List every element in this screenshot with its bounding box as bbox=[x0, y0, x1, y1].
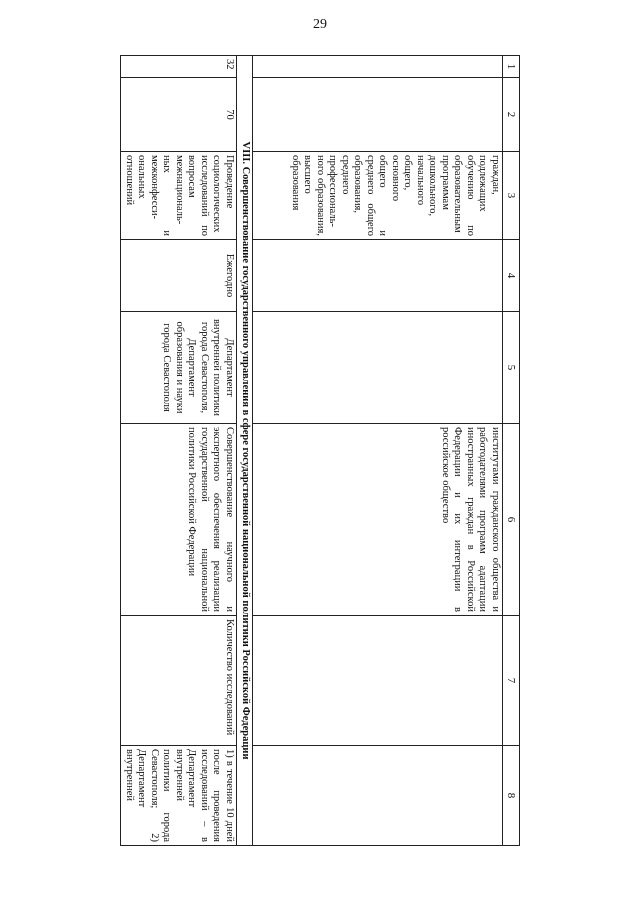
cell bbox=[253, 312, 503, 424]
header-col-2: 2 bbox=[503, 78, 520, 152]
cell bbox=[253, 240, 503, 312]
table-row bbox=[253, 56, 503, 846]
header-col-7: 7 bbox=[503, 616, 520, 746]
header-col-4: 4 bbox=[503, 240, 520, 312]
header-col-6: 6 bbox=[503, 424, 520, 616]
cont-col-3: граждан, подлежащих обучению по образовательным программам дошкольного, начального общего, основного общего и среднего общего образования, среднего профессиональ-ного образования, высшего образования bbox=[253, 152, 503, 240]
row32-col-5: Департамент внутренней политики города Севастополя, Департамент образования и науки города Севастополя bbox=[121, 312, 237, 424]
cell bbox=[253, 56, 503, 78]
row32-col-1: 32 bbox=[121, 56, 237, 78]
row32-col-2: 70 bbox=[121, 78, 237, 152]
section-row bbox=[237, 56, 253, 846]
section-title: VIII. Совершенствование государственного управления в сфере государственной национальной политики Российской Федерации bbox=[237, 56, 253, 846]
row32-col-8: 1) в течение 10 дней после проведения исследований – в Департамент внутренней политики города Севастополя; 2) Департамент внутренней bbox=[121, 746, 237, 846]
cell bbox=[253, 78, 503, 152]
header-col-8: 8 bbox=[503, 746, 520, 846]
header-col-1: 1 bbox=[503, 56, 520, 78]
cont-col-6: институтами гражданского общества и работодателями программ адаптации иностранных граждан в Российской Федерации и их интеграции в российское общество bbox=[253, 424, 503, 616]
table-row bbox=[121, 56, 237, 846]
cell bbox=[253, 616, 503, 746]
cell bbox=[253, 746, 503, 846]
row32-col-3: Проведение социологических исследований по вопросам межнациональ-ных и межконфесси-ональных отношений bbox=[121, 152, 237, 240]
row32-col-7: Количество исследований bbox=[121, 616, 237, 746]
row32-col-6: Совершенствование научного и экспертного обеспечения реализации государственной национальной политики Российской Федерации bbox=[121, 424, 237, 616]
header-col-3: 3 bbox=[503, 152, 520, 240]
plan-table bbox=[121, 55, 521, 846]
rotated-table-wrapper bbox=[125, 55, 520, 845]
row32-col-4: Ежегодно bbox=[121, 240, 237, 312]
header-col-5: 5 bbox=[503, 312, 520, 424]
header-row bbox=[503, 56, 520, 846]
page-number: 29 bbox=[313, 17, 327, 32]
